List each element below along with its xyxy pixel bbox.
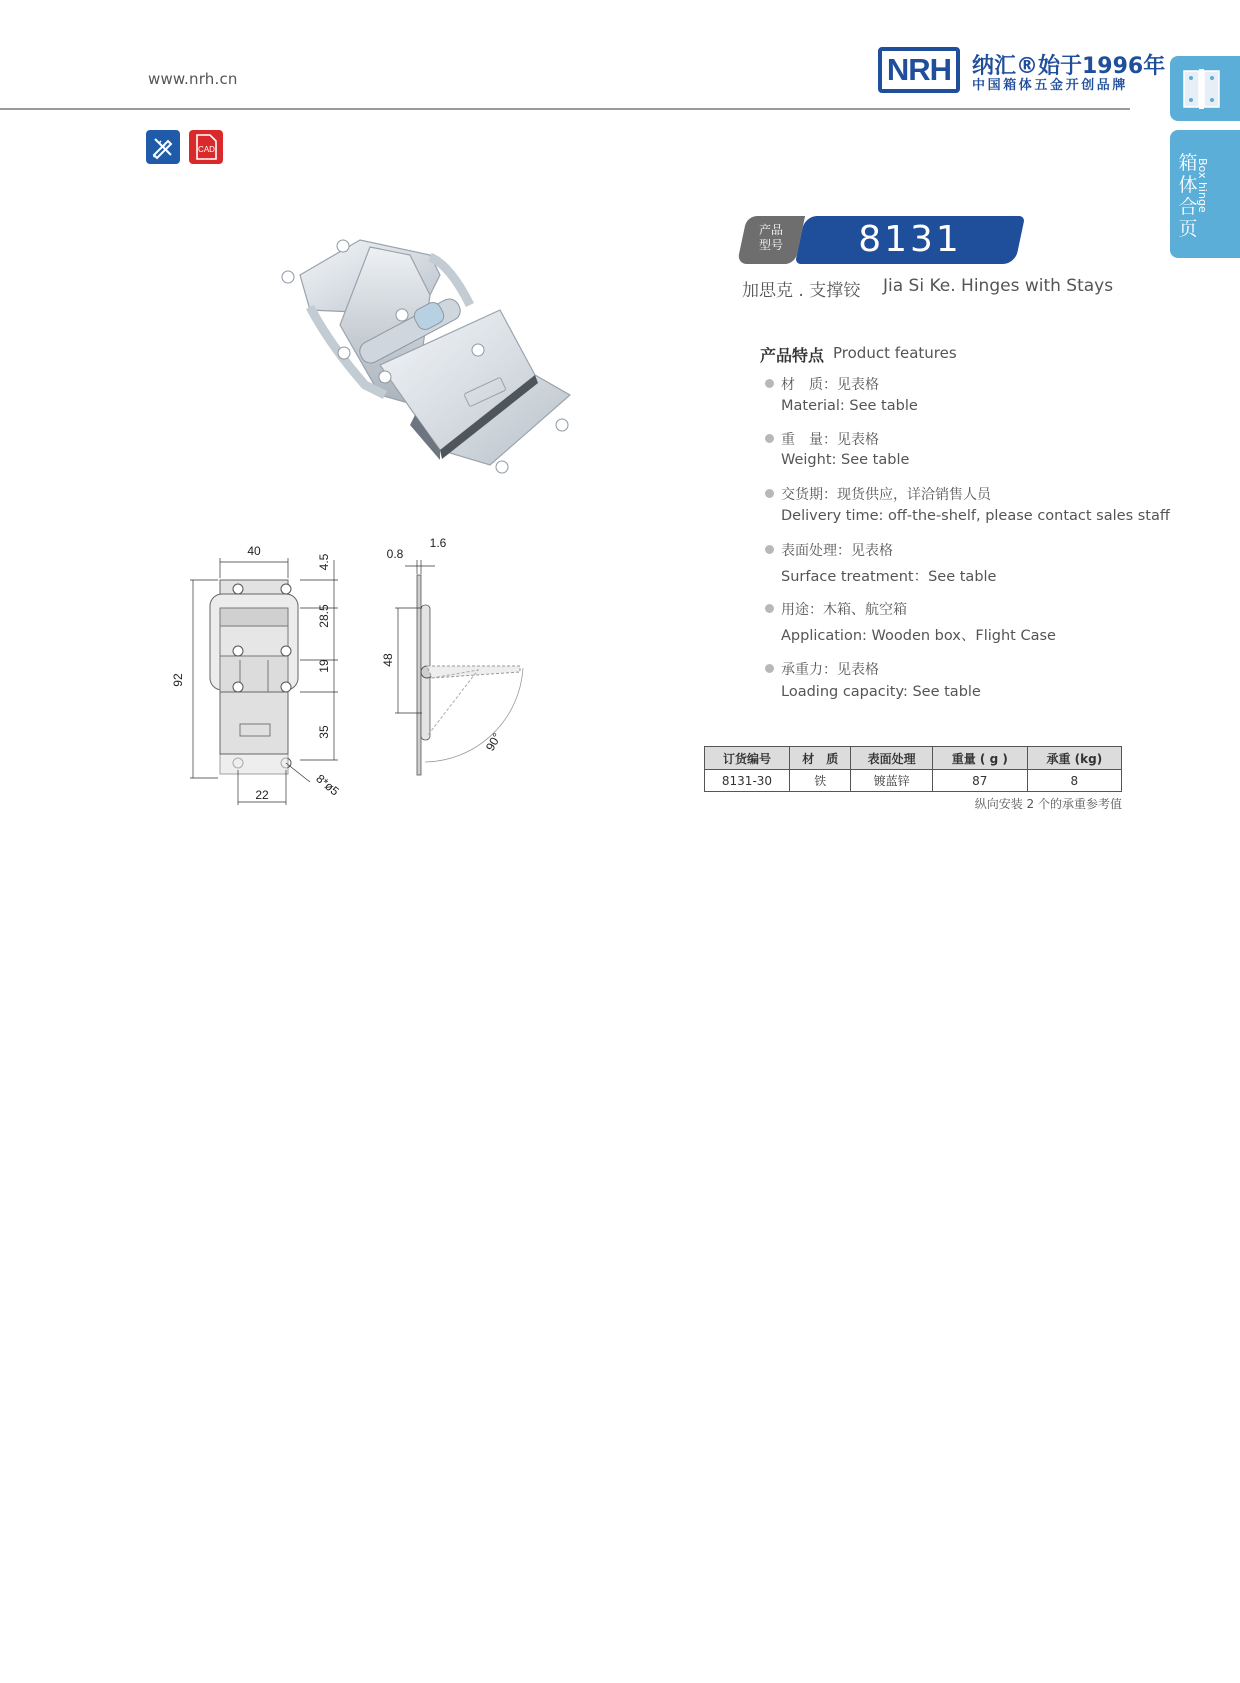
bullet-dot (765, 664, 774, 673)
feature-cn: 重 量：见表格 (781, 432, 879, 448)
col-material: 材 质 (789, 747, 850, 770)
dim-width: 40 (247, 544, 261, 558)
col-weight: 重量 ( g ) (932, 747, 1027, 770)
table-row (705, 770, 1122, 792)
pencil-ruler-icon[interactable] (146, 130, 180, 164)
dim-stay-length: 48 (381, 653, 395, 667)
site-url[interactable]: www.nrh.cn (148, 70, 238, 88)
product-name-cn: 加思克 . 支撑铰 (742, 281, 861, 301)
features-title-cn: 产品特点 (760, 346, 825, 365)
bullet-dot (765, 379, 774, 388)
dim-seg-2: 19 (317, 659, 331, 673)
feature-cn: 用途：木箱、航空箱 (781, 602, 907, 618)
cell-weight: 87 (932, 770, 1027, 792)
dim-thickness-1: 0.8 (386, 547, 404, 561)
side-view-drawing (380, 530, 550, 790)
front-view-drawing (160, 530, 360, 815)
bullet-dot (765, 434, 774, 443)
cad-icon-label: CAD (198, 145, 215, 154)
cell-surface: 镀蓝锌 (851, 770, 932, 792)
feature-cn: 交货期：现货供应，详洽销售人员 (781, 487, 991, 503)
hinge-icon (1170, 56, 1240, 121)
features-title-en: Product features (833, 344, 957, 362)
dim-seg-1: 28.5 (317, 604, 331, 628)
cell-order-no: 8131-30 (705, 770, 790, 792)
cad-file-icon[interactable] (189, 130, 223, 164)
dim-angle: 90° (482, 730, 505, 754)
dim-seg-3: 35 (317, 725, 331, 739)
dim-height: 92 (171, 673, 185, 687)
header-divider (0, 108, 1130, 110)
dim-thickness-2: 1.6 (429, 536, 447, 550)
bullet-dot (765, 489, 774, 498)
category-label-cn: 箱体合页 (1178, 152, 1198, 240)
model-badge-label: 产品型号 (758, 223, 783, 252)
product-name-en: Jia Si Ke. Hinges with Stays (883, 276, 1114, 296)
side-tab-hinge-icon[interactable] (1170, 56, 1240, 121)
feature-en: Weight: See table (781, 452, 910, 468)
col-load: 承重 (kg) (1027, 747, 1121, 770)
feature-en: Loading capacity: See table (781, 684, 981, 700)
feature-cn: 承重力：见表格 (781, 662, 879, 678)
feature-en: Surface treatment：See table (781, 569, 997, 585)
table-header-row (705, 747, 1122, 770)
dim-hole-spacing: 22 (255, 788, 269, 802)
col-order-no: 订货编号 (705, 747, 790, 770)
feature-cn: 表面处理：见表格 (781, 543, 893, 559)
model-number: 8131 (858, 219, 962, 260)
table-note: 纵向安装 2 个的承重参考值 (974, 797, 1122, 811)
category-label-en: Box hinge (1196, 158, 1209, 213)
feature-en: Application: Wooden box、Flight Case (781, 628, 1056, 644)
col-surface: 表面处理 (851, 747, 932, 770)
brand-logo: NRH (878, 47, 960, 93)
feature-en: Delivery time: off-the-shelf, please contact sales staff (781, 508, 1170, 524)
bullet-dot (765, 604, 774, 613)
cell-load: 8 (1027, 770, 1121, 792)
cell-material: 铁 (789, 770, 850, 792)
product-photo (270, 235, 610, 505)
brand-name: 纳汇®始于1996年 (972, 54, 1166, 79)
dim-top-margin: 4.5 (317, 553, 331, 571)
bullet-dot (765, 545, 774, 554)
brand-tagline: 中国箱体五金开创品牌 (972, 78, 1129, 93)
spec-table (704, 746, 1122, 792)
dim-holes: 8*ø5 (313, 771, 342, 799)
feature-en: Material: See table (781, 398, 918, 414)
feature-cn: 材 质：见表格 (781, 377, 879, 393)
